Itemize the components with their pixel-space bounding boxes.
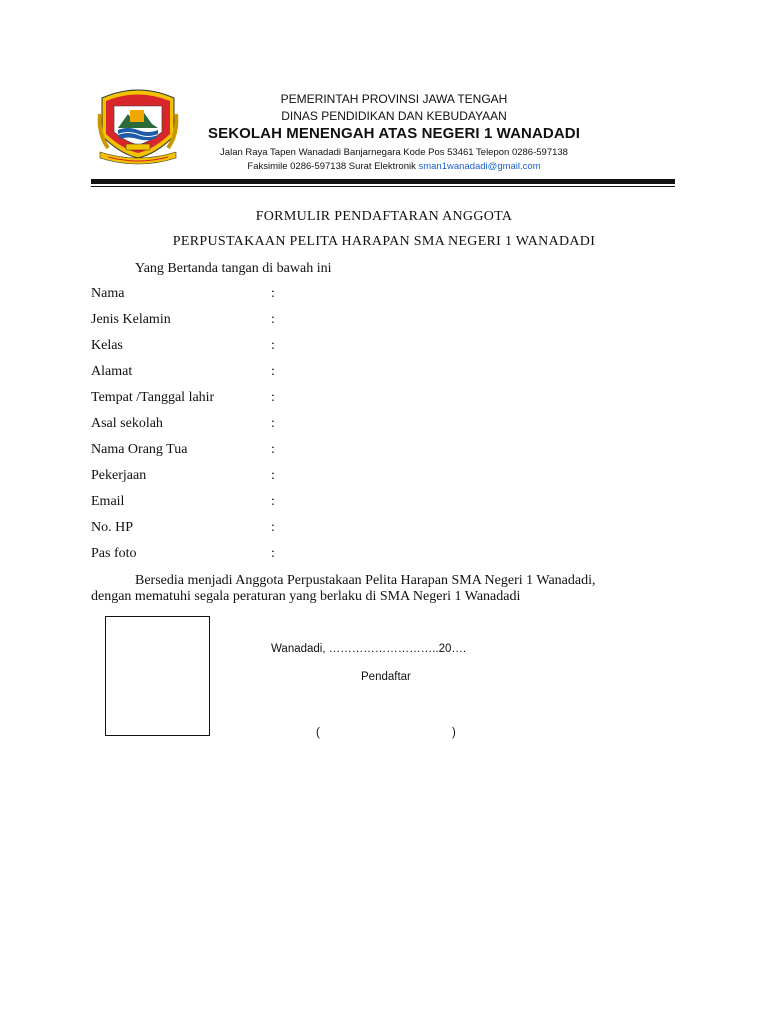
form-subtitle: PERPUSTAKAAN PELITA HARAPAN SMA NEGERI 1 WANADADI bbox=[172, 234, 596, 249]
field-colon: : bbox=[271, 468, 275, 483]
field-label: Asal sekolah bbox=[91, 416, 163, 431]
header-address: Jalan Raya Tapen Wanadadi Banjarnegara Kode Pos 53461 Telepon 0286-597138 bbox=[220, 147, 568, 158]
field-label: No. HP bbox=[91, 520, 134, 535]
field-alamat[interactable] bbox=[91, 364, 591, 390]
field-label: Alamat bbox=[91, 364, 133, 379]
field-colon: : bbox=[271, 494, 275, 509]
field-colon: : bbox=[271, 546, 275, 561]
form-intro: Yang Bertanda tangan di bawah ini bbox=[135, 261, 332, 276]
signature-place-date: Wanadadi, ………………………..20…. bbox=[271, 643, 467, 655]
field-label: Pekerjaan bbox=[91, 468, 147, 483]
signature-open-paren: ( bbox=[316, 727, 320, 739]
field-colon: : bbox=[271, 390, 275, 405]
header-government: PEMERINTAH PROVINSI JAWA TENGAH bbox=[280, 92, 508, 106]
field-pas-foto[interactable] bbox=[91, 546, 591, 572]
jawa-tengah-emblem-icon bbox=[96, 84, 180, 168]
field-tempat-tanggal-lahir[interactable] bbox=[91, 390, 591, 416]
field-label: Nama Orang Tua bbox=[91, 442, 188, 457]
field-label: Tempat /Tanggal lahir bbox=[91, 390, 215, 405]
field-nama-orang-tua[interactable] bbox=[91, 442, 591, 468]
field-colon: : bbox=[271, 286, 275, 301]
field-label: Email bbox=[91, 494, 125, 509]
field-asal-sekolah[interactable] bbox=[91, 416, 591, 442]
header-divider-thick bbox=[91, 179, 675, 184]
field-label: Jenis Kelamin bbox=[91, 312, 171, 327]
header-email-link[interactable]: sman1wanadadi@gmail.com bbox=[418, 161, 541, 172]
field-colon: : bbox=[271, 364, 275, 379]
membership-statement bbox=[91, 573, 651, 605]
field-jenis-kelamin[interactable] bbox=[91, 312, 591, 338]
statement-line-1: Bersedia menjadi Anggota Perpustakaan Pelita Harapan SMA Negeri 1 Wanadadi, bbox=[135, 573, 596, 588]
field-nama[interactable] bbox=[91, 286, 591, 312]
field-pekerjaan[interactable] bbox=[91, 468, 591, 494]
field-label: Kelas bbox=[91, 338, 123, 353]
field-colon: : bbox=[271, 520, 275, 535]
field-no-hp[interactable] bbox=[91, 520, 591, 546]
form-fields bbox=[91, 286, 591, 572]
header-agency: DINAS PENDIDIKAN DAN KEBUDAYAAN bbox=[281, 109, 507, 123]
field-kelas[interactable] bbox=[91, 338, 591, 364]
field-colon: : bbox=[271, 338, 275, 353]
field-colon: : bbox=[271, 312, 275, 327]
field-email[interactable] bbox=[91, 494, 591, 520]
header-school-name: SEKOLAH MENENGAH ATAS NEGERI 1 WANADADI bbox=[208, 125, 580, 142]
signature-role: Pendaftar bbox=[361, 671, 411, 683]
header-fax: Faksimile 0286-597138 Surat Elektronik bbox=[247, 161, 419, 172]
field-colon: : bbox=[271, 442, 275, 457]
field-label: Pas foto bbox=[91, 546, 137, 561]
header-divider-thin bbox=[91, 186, 675, 187]
field-label: Nama bbox=[91, 286, 125, 301]
header-contact bbox=[190, 161, 598, 172]
photo-box bbox=[105, 616, 210, 736]
form-title: FORMULIR PENDAFTARAN ANGGOTA bbox=[255, 209, 513, 224]
signature-close-paren: ) bbox=[452, 727, 456, 739]
statement-line-2: dengan mematuhi segala peraturan yang berlaku di SMA Negeri 1 Wanadadi bbox=[91, 589, 521, 604]
field-colon: : bbox=[271, 416, 275, 431]
